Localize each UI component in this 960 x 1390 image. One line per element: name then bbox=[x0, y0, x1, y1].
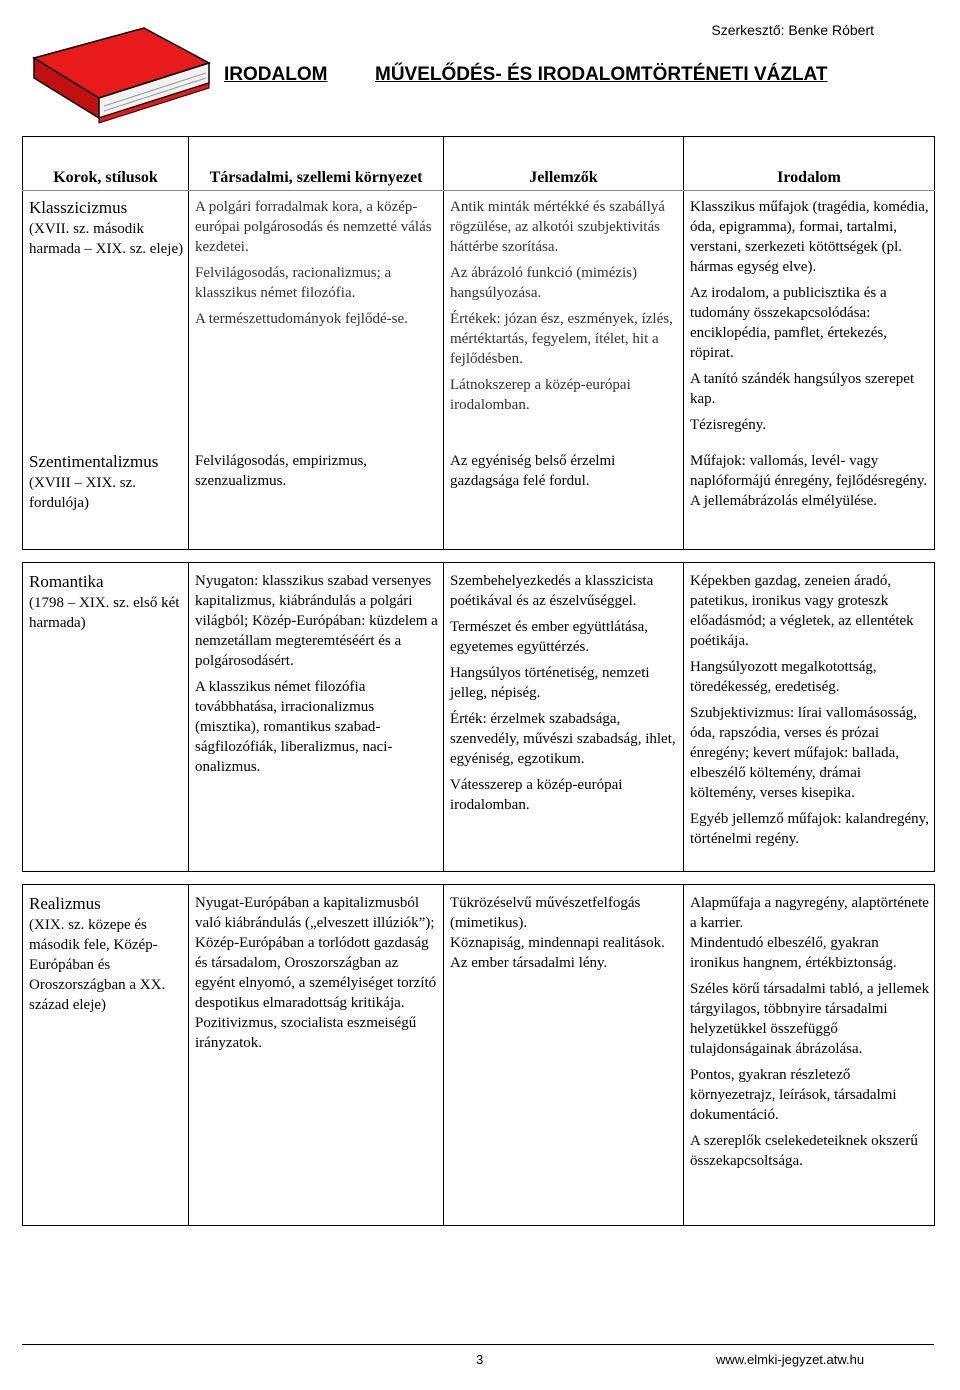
society-text: Felvilágosodás, empirizmus, szenzualizmus. bbox=[195, 453, 368, 489]
literature-text: Képekben gazdag, zeneien áradó, patetikus, ironikus vagy groteszk előadásmód; a végletek, az ellentétek poétikája. bbox=[690, 573, 914, 649]
era-name: Klasszicizmus bbox=[29, 198, 128, 217]
era-period: (XVIII – XIX. sz. fordulója) bbox=[29, 475, 137, 511]
literature-text: A tanító szándék hangsúlyos szerepet kap. bbox=[690, 371, 915, 407]
society-text: A klasszikus német filozófia továbbhatása, irracionalizmus (misztika), romantikus szabad-ságfilozófiák, liberalizmus, naci-onalizmus. bbox=[195, 679, 393, 775]
literature-text: Alapműfaja a nagyregény, alaptörténete a karrier. bbox=[690, 895, 929, 931]
features-text: Látnokszerep a közép-európai irodalomban. bbox=[450, 377, 631, 413]
society-cell bbox=[189, 451, 444, 550]
society-text: Felvilágosodás, racionalizmus; a klasszikus német filozófia. bbox=[195, 265, 392, 301]
table-row bbox=[23, 451, 935, 550]
features-text: Köznapiság, mindennapi realitások. bbox=[450, 935, 665, 951]
title-left: IRODALOM bbox=[224, 64, 328, 85]
features-text: Természet és ember együttlátása, egyetemes együttérzés. bbox=[450, 619, 649, 655]
literature-text: Mindentudó elbeszélő, gyakran ironikus hangnem, értékbiztonság. bbox=[690, 935, 897, 971]
literature-text: Klasszikus műfajok (tragédia, komédia, óda, epigramma), formai, tartalmi, verstani, szerkezeti kötöttségek (pl. hármas egység elve). bbox=[690, 199, 929, 275]
era-period: (1798 – XIX. sz. első két harmada) bbox=[29, 595, 180, 631]
header-features: Jellemzők bbox=[444, 137, 684, 191]
era-cell bbox=[23, 563, 189, 872]
era-cell bbox=[23, 451, 189, 550]
features-text: Antik minták mértékké és szabállyá rögzülése, az alkotói szubjektivitás háttérbe szorítása. bbox=[450, 199, 665, 255]
literature-text: Szubjektivizmus: lírai vallomásosság, óda, rapszódia, verses és prózai énregény; kevert műfajok: ballada, elbeszélő költemény, drámai költemény, verses kisepika. bbox=[690, 705, 918, 801]
literature-text: Műfajok: vallomás, levél- vagy naplóformájú énregény, fejlődésregény. bbox=[690, 453, 928, 489]
literature-text: A szereplők cselekedeteiknek okszerű összekapcsoltsága. bbox=[690, 1133, 918, 1169]
literature-cell bbox=[684, 451, 935, 550]
table-header-row bbox=[23, 137, 935, 191]
society-cell bbox=[189, 563, 444, 872]
society-text: A polgári forradalmak kora, a közép-európai polgárosodás és nemzetté válás kezdetei. bbox=[195, 199, 432, 255]
literature-text: Hangsúlyozott megalkotottság, töredékesség, eredetiség. bbox=[690, 659, 877, 695]
literature-cell bbox=[684, 885, 935, 1226]
features-text: Hangsúlyos történetiség, nemzeti jelleg, népiség. bbox=[450, 665, 650, 701]
era-cell bbox=[23, 191, 189, 452]
header-literature: Irodalom bbox=[684, 137, 935, 191]
page-title bbox=[224, 64, 828, 86]
header-eras: Korok, stílusok bbox=[23, 137, 189, 191]
table-row bbox=[23, 563, 935, 872]
header-society: Társadalmi, szellemi környezet bbox=[189, 137, 444, 191]
footer-divider bbox=[22, 1344, 934, 1345]
era-period: (XVII. sz. második harmada – XIX. sz. eleje) bbox=[29, 221, 184, 257]
literature-text: Pontos, gyakran részletező környezetrajz, leírások, társadalmi dokumentáció. bbox=[690, 1067, 897, 1123]
era-name: Szentimentalizmus bbox=[29, 452, 159, 471]
red-book-icon bbox=[24, 18, 214, 126]
literature-text: Tézisregény. bbox=[690, 417, 767, 433]
features-cell bbox=[444, 885, 684, 1226]
features-cell bbox=[444, 563, 684, 872]
society-cell bbox=[189, 885, 444, 1226]
literature-text: Az irodalom, a publicisztika és a tudomány összekapcsolódása: enciklopédia, pamflet, értekezés, röpirat. bbox=[690, 285, 887, 361]
features-text: Az egyéniség belső érzelmi gazdagsága felé fordul. bbox=[450, 453, 616, 489]
features-text: Az ember társadalmi lény. bbox=[450, 955, 608, 971]
era-period: (XIX. sz. közepe és második fele, Közép-Európában és Oroszországban a XX. század eleje) bbox=[29, 917, 166, 1013]
era-name: Romantika bbox=[29, 572, 104, 591]
features-cell bbox=[444, 191, 684, 452]
literature-text: Széles körű társadalmi tabló, a jellemek tárgyilagos, többnyire társadalmi helyzetükkel összefüggő tulajdonságainak ábrázolása. bbox=[690, 981, 930, 1057]
features-cell bbox=[444, 451, 684, 550]
features-text: Szembehelyezkedés a klasszicista poétikával és az észelvűséggel. bbox=[450, 573, 654, 609]
features-text: Tükrözéselvű művészetfelfogás (mimetikus). bbox=[450, 895, 641, 931]
page-number: 3 bbox=[476, 1352, 484, 1367]
footer-website: www.elmki-jegyzet.atw.hu bbox=[716, 1352, 865, 1367]
literary-history-table bbox=[22, 136, 935, 1226]
era-name: Realizmus bbox=[29, 894, 101, 913]
table-row bbox=[23, 191, 935, 452]
table-row bbox=[23, 885, 935, 1226]
society-cell bbox=[189, 191, 444, 452]
title-right: MŰVELŐDÉS- ÉS IRODALOMTÖRTÉNETI VÁZLAT bbox=[375, 64, 828, 85]
features-text: Érték: érzelmek szabadsága, szenvedély, művészi szabadság, ihlet, egyéniség, egzotikum. bbox=[450, 711, 676, 767]
society-text: Nyugaton: klasszikus szabad versenyes kapitalizmus, kiábrándulás a polgári világból; Közép-Európában: küzdelem a nemzetállam megteremtéséért és a polgárosodásért. bbox=[195, 573, 438, 669]
features-text: Az ábrázoló funkció (mimézis) hangsúlyozása. bbox=[450, 265, 638, 301]
era-cell bbox=[23, 885, 189, 1226]
editor-credit: Szerkesztő: Benke Róbert bbox=[711, 22, 874, 38]
literature-text: Egyéb jellemző műfajok: kalandregény, történelmi regény. bbox=[690, 811, 929, 847]
literature-text: A jellemábrázolás elmélyülése. bbox=[690, 493, 878, 509]
society-text: A természettudományok fejlődé-se. bbox=[195, 311, 408, 327]
features-text: Értékek: józan ész, eszmények, ízlés, mértéktartás, fegyelem, ítélet, hit a fejlődésben. bbox=[450, 311, 673, 367]
features-text: Vátesszerep a közép-európai irodalomban. bbox=[450, 777, 623, 813]
society-text: Nyugat-Európában a kapitalizmusból való kiábrándulás („elveszett illúziók”); Közép-Európában a torlódott gazdaság és társadalom, Oroszországban az egyént elnyomó, a személyiséget torzító despotikus elmaradottság kritikája. Pozitivizmus, szocialista eszmeiségű irányzatok. bbox=[195, 895, 437, 1051]
literature-cell bbox=[684, 563, 935, 872]
literature-cell bbox=[684, 191, 935, 452]
